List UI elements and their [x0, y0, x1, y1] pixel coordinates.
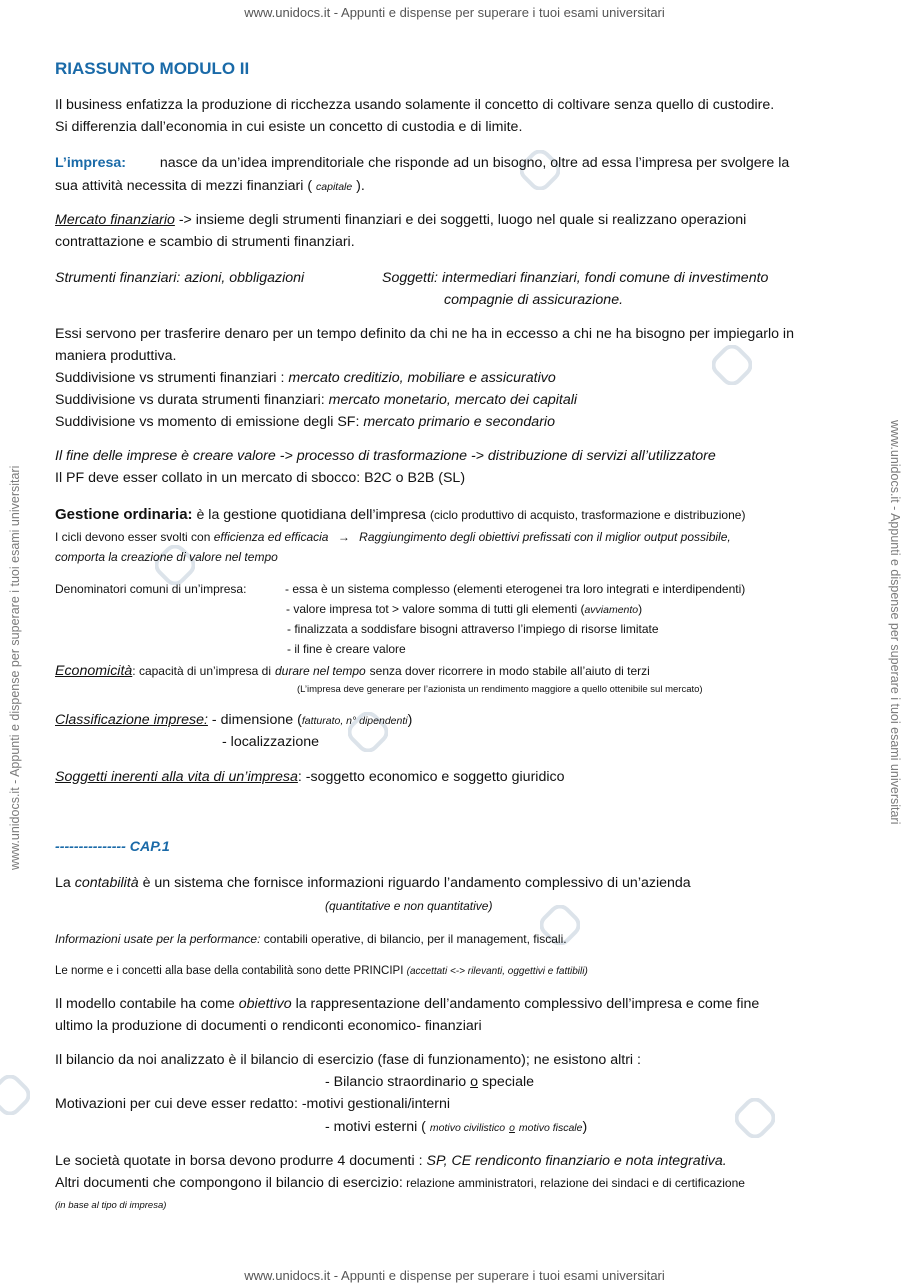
bil-o: o [470, 1074, 478, 1090]
societa-line [55, 1150, 727, 1172]
classificazione-item-2: - localizzazione [222, 734, 319, 750]
norme-note: (accettati <-> rilevanti, oggettivi e fattibili) [406, 966, 588, 977]
mercato-text: -> insieme degli strumenti finanziari e dei soggetti, luogo nel quale si realizzano operazioni [174, 212, 747, 228]
contabilita-line-1 [55, 872, 691, 894]
soc-documenti: SP, CE rendiconto finanziario e nota integrativa. [426, 1153, 727, 1169]
suddivisione-3 [55, 411, 555, 433]
denominatori-item-1: - essa è un sistema complesso (elementi eterogenei tra loro integrati e interdipendenti) [285, 582, 746, 596]
economicita-note: (L’impresa deve generare per l’azionista un rendimento maggiore a quello ottenibile sul mercato) [297, 684, 703, 695]
class1-end: ) [407, 712, 413, 728]
paragraph-business-2: Si differenzia dall’economia in cui esiste un concetto di custodia e di limite. [55, 119, 523, 135]
fine-imprese-line: Il fine delle imprese è creare valore -> processo di trasformazione -> distribuzione di servizi all’utilizzatore [55, 448, 716, 464]
cicli-raggiungimento: Raggiungimento degli obiettivi prefissati con il miglior output possibile, [359, 530, 731, 544]
cicli-line-2: comporta la creazione di valore nel tempo [55, 550, 278, 564]
sudd3-value: mercato primario e secondario [363, 414, 555, 430]
paragraph-impresa-2 [55, 175, 365, 198]
mot-esterni: - motivi esterni ( [325, 1119, 426, 1135]
economicita-text-2: senza dover ricorrere in modo stabile all’aiuto di terzi [369, 664, 650, 678]
informazioni-line [55, 928, 567, 950]
soc-text: Le società quotate in borsa devono produrre 4 documenti : [55, 1153, 423, 1169]
strumenti-line: Strumenti finanziari: azioni, obbligazioni [55, 270, 305, 286]
pf-line: Il PF deve esser collato in un mercato di sbocco: B2C o B2B (SL) [55, 470, 466, 486]
footer-watermark: www.unidocs.it - Appunti e dispense per superare i tuoi esami universitari [244, 1268, 665, 1283]
soggetti-line-2: compagnie di assicurazione. [444, 292, 624, 308]
sudd2-label: Suddivisione vs durata strumenti finanziari: [55, 392, 325, 408]
altri-label: Altri documenti che compongono il bilancio di esercizio: [55, 1175, 403, 1191]
watermark-logo-icon [735, 1098, 775, 1138]
impresa-label: L’impresa: [55, 155, 126, 171]
altri-note: (in base al tipo di impresa) [55, 1200, 167, 1211]
denominatori-item-4: - il fine è creare valore [287, 642, 406, 656]
gestione-note: (ciclo produttivo di acquisto, trasformazione e distribuzione) [429, 508, 746, 522]
norme-line [55, 960, 588, 983]
motivazioni-line-1: Motivazioni per cui deve esser redatto: -motivi gestionali/interni [55, 1096, 451, 1112]
sudd1-value: mercato creditizio, mobiliare e assicurativo [288, 370, 556, 386]
left-side-watermark: www.unidocs.it - Appunti e dispense per superare i tuoi esami universitari [8, 465, 22, 870]
watermark-logo-icon [0, 1075, 30, 1115]
chapter-heading: --------------- CAP.1 [55, 839, 170, 855]
sudd1-label: Suddivisione vs strumenti finanziari : [55, 370, 285, 386]
info-text: contabili operative, di bilancio, per il management, fiscali. [260, 932, 567, 946]
paragraph-essi-1: Essi servono per trasferire denaro per un tempo definito da chi ne ha in eccesso a chi ne ha bisogno per impiegarlo in [55, 326, 794, 342]
motivazioni-line-2 [325, 1116, 587, 1139]
sudd2-value: mercato monetario, mercato dei capitali [328, 392, 578, 408]
classificazione-label: Classificazione imprese: [55, 712, 208, 728]
sudd3-label: Suddivisione vs momento di emissione degli SF: [55, 414, 360, 430]
impresa-text: nasce da un’idea imprenditoriale che risponde ad un bisogno, oltre ad essa l’impresa per svolgere la [159, 155, 790, 171]
impresa-capitale: capitale [316, 181, 353, 193]
paragraph-business-1: Il business enfatizza la produzione di ricchezza usando solamente il concetto di coltivare senza quello di custodire. [55, 97, 775, 113]
cont-la: La [55, 875, 71, 891]
impresa-text-2: sua attività necessita di mezzi finanziari ( [55, 178, 313, 194]
page-title: RIASSUNTO MODULO II [55, 59, 250, 78]
gestione-ordinaria-line [55, 504, 745, 526]
classificazione-line [55, 709, 412, 732]
impresa-end: ). [356, 178, 365, 194]
denominatori-label: Denominatori comuni di un’impresa: [55, 582, 247, 596]
economicita-text: : capacità di un’impresa di [132, 664, 272, 678]
cont-contabilita: contabilità [74, 875, 139, 891]
arrow-right-icon: → [337, 530, 350, 544]
class1-detail: fatturato, n° dipendenti [301, 715, 408, 727]
soggetti-line-1: Soggetti: intermediari finanziari, fondi comune di investimento [382, 270, 769, 286]
bil-speciale: speciale [481, 1074, 535, 1090]
info-label: Informazioni usate per la performance: [55, 932, 261, 946]
paragraph-essi-2: maniera produttiva. [55, 348, 177, 364]
cicli-text: I cicli devono esser svolti con [55, 530, 211, 544]
soggetti-impresa-line [55, 766, 564, 788]
mot-end: ) [582, 1119, 588, 1135]
economicita-label: Economicità [55, 663, 133, 679]
paragraph-impresa-1 [55, 152, 789, 174]
header-watermark: www.unidocs.it - Appunti e dispense per superare i tuoi esami universitari [244, 5, 665, 20]
bilancio-line-1: Il bilancio da noi analizzato è il bilancio di esercizio (fase di funzionamento); ne esistono altri : [55, 1052, 641, 1068]
paragraph-mercato-1 [55, 209, 746, 231]
altri-documenti-line [55, 1172, 745, 1194]
norme-text: Le norme e i concetti alla base della contabilità sono dette PRINCIPI [55, 965, 404, 977]
watermark-logo-icon [712, 345, 752, 385]
suddivisione-2 [55, 389, 577, 411]
soggetti-impresa-text: : -soggetto economico e soggetto giuridico [297, 769, 565, 785]
suddivisione-1 [55, 367, 556, 389]
denom2-end: ) [638, 602, 643, 616]
mod-text: Il modello contabile ha come [55, 996, 235, 1012]
mot-o: o [509, 1122, 515, 1134]
paragraph-mercato-2: contrattazione e scambio di strumenti finanziari. [55, 234, 355, 250]
denom2-avviamento: avviamento [584, 604, 639, 616]
mercato-label: Mercato finanziario [55, 212, 175, 228]
mot-fiscale: motivo fiscale [518, 1122, 583, 1134]
denominatori-item-3: - finalizzata a soddisfare bisogni attraverso l’impiego di risorse limitate [287, 622, 659, 636]
mod-obiettivo: obiettivo [238, 996, 292, 1012]
gestione-text: è la gestione quotidiana dell’impresa [192, 507, 426, 523]
cicli-line-1 [55, 526, 731, 548]
denom2-text: - valore impresa tot > valore somma di tutti gli elementi ( [286, 602, 585, 616]
bil-straordinario: - Bilancio straordinario [325, 1074, 467, 1090]
mod-text-2: la rappresentazione dell’andamento complessivo dell’impresa e come fine [295, 996, 760, 1012]
class1-text: - dimensione ( [207, 712, 302, 728]
gestione-label: Gestione ordinaria: [55, 506, 193, 523]
contabilita-line-2: (quantitative e non quantitative) [325, 899, 493, 913]
modello-line-1 [55, 993, 759, 1015]
economicita-durare: durare nel tempo [274, 664, 366, 678]
modello-line-2: ultimo la produzione di documenti o rendiconti economico- finanziari [55, 1018, 482, 1034]
altri-text: relazione amministratori, relazione dei sindaci e di certificazione [402, 1176, 745, 1190]
cont-text: è un sistema che fornisce informazioni riguardo l’andamento complessivo di un’azienda [142, 875, 691, 891]
right-side-watermark: www.unidocs.it - Appunti e dispense per superare i tuoi esami universitari [888, 420, 902, 825]
cicli-efficienza: efficienza ed efficacia [213, 530, 329, 544]
soggetti-impresa-label: Soggetti inerenti alla vita di un’impresa [55, 769, 298, 785]
mot-civilistico: motivo civilistico [429, 1122, 506, 1134]
bilancio-line-2 [325, 1071, 534, 1093]
